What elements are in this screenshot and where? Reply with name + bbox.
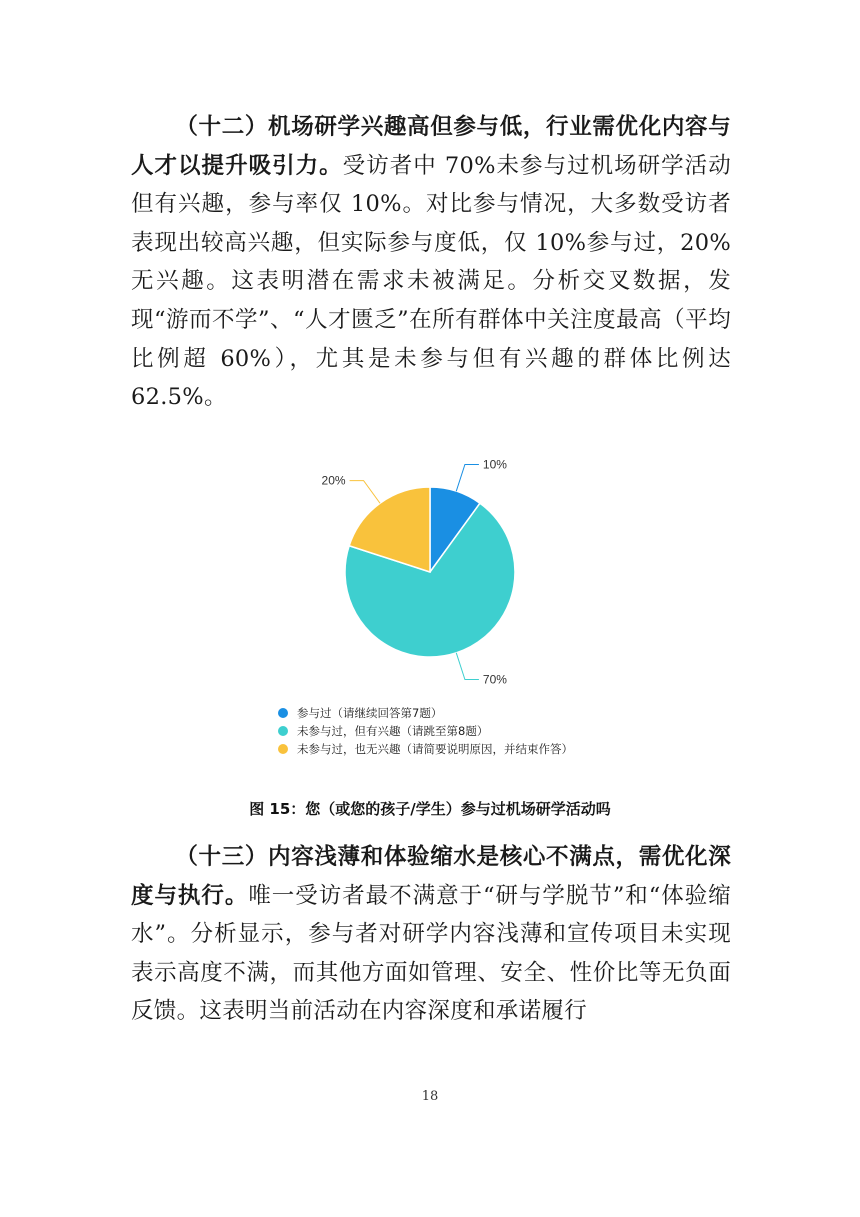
legend-item-interested [278, 722, 573, 740]
legend-dot-interested [278, 726, 288, 736]
section-12-paragraph [131, 108, 731, 417]
chart-legend [278, 704, 573, 758]
legend-dot-participated [278, 708, 288, 718]
legend-label-participated: 参与过（请继续回答第7题） [297, 706, 443, 720]
legend-item-not-interested [278, 740, 573, 758]
leader-line [456, 653, 479, 680]
legend-dot-not-interested [278, 744, 288, 754]
section-13-paragraph [131, 838, 731, 1031]
section-12-heading: （十二）机场研学兴趣高但参与低，行业需优化内容与人才以提升吸引力。 [131, 114, 731, 179]
legend-item-participated [278, 704, 573, 722]
pie-label-participated: 10% [482, 457, 507, 472]
page-number: 18 [421, 1089, 439, 1104]
section-13-heading: （十三）内容浅薄和体验缩水是核心不满点，需优化深度与执行。 [131, 844, 731, 909]
pie-label-not-interested: 20% [321, 473, 346, 488]
legend-label-interested: 未参与过，但有兴趣（请跳至第8题） [297, 724, 489, 738]
pie-label-interested: 70% [482, 672, 507, 687]
legend-label-not-interested: 未参与过，也无兴趣（请简要说明原因，并结束作答） [297, 742, 573, 756]
section-12-body: 受访者中 70%未参与过机场研学活动但有兴趣，参与率仅 10%。对比参与情况，大多数受访者表现出较高兴趣，但实际参与度低，仅 10%参与过，20%无兴趣。这表明潜在需求未被满足。分析交叉数据，发现“游而不学”、“人才匮乏”在所有群体中关注度最高（平均比例超 60%），尤其是未参与但有兴趣的群体比例达 62.5%。 [131, 152, 732, 411]
leader-line [456, 465, 479, 492]
leader-line [350, 481, 380, 504]
figure-caption: 图 15：您（或您的孩子/学生）参与过机场研学活动吗 [249, 800, 611, 818]
section-13-body: 唯一受访者最不满意于“研与学脱节”和“体验缩水”。分析显示，参与者对研学内容浅薄和宣传项目未实现表示高度不满，而其他方面如管理、安全、性价比等无负面反馈。这表明当前活动在内容深度和承诺履行 [131, 882, 731, 1025]
